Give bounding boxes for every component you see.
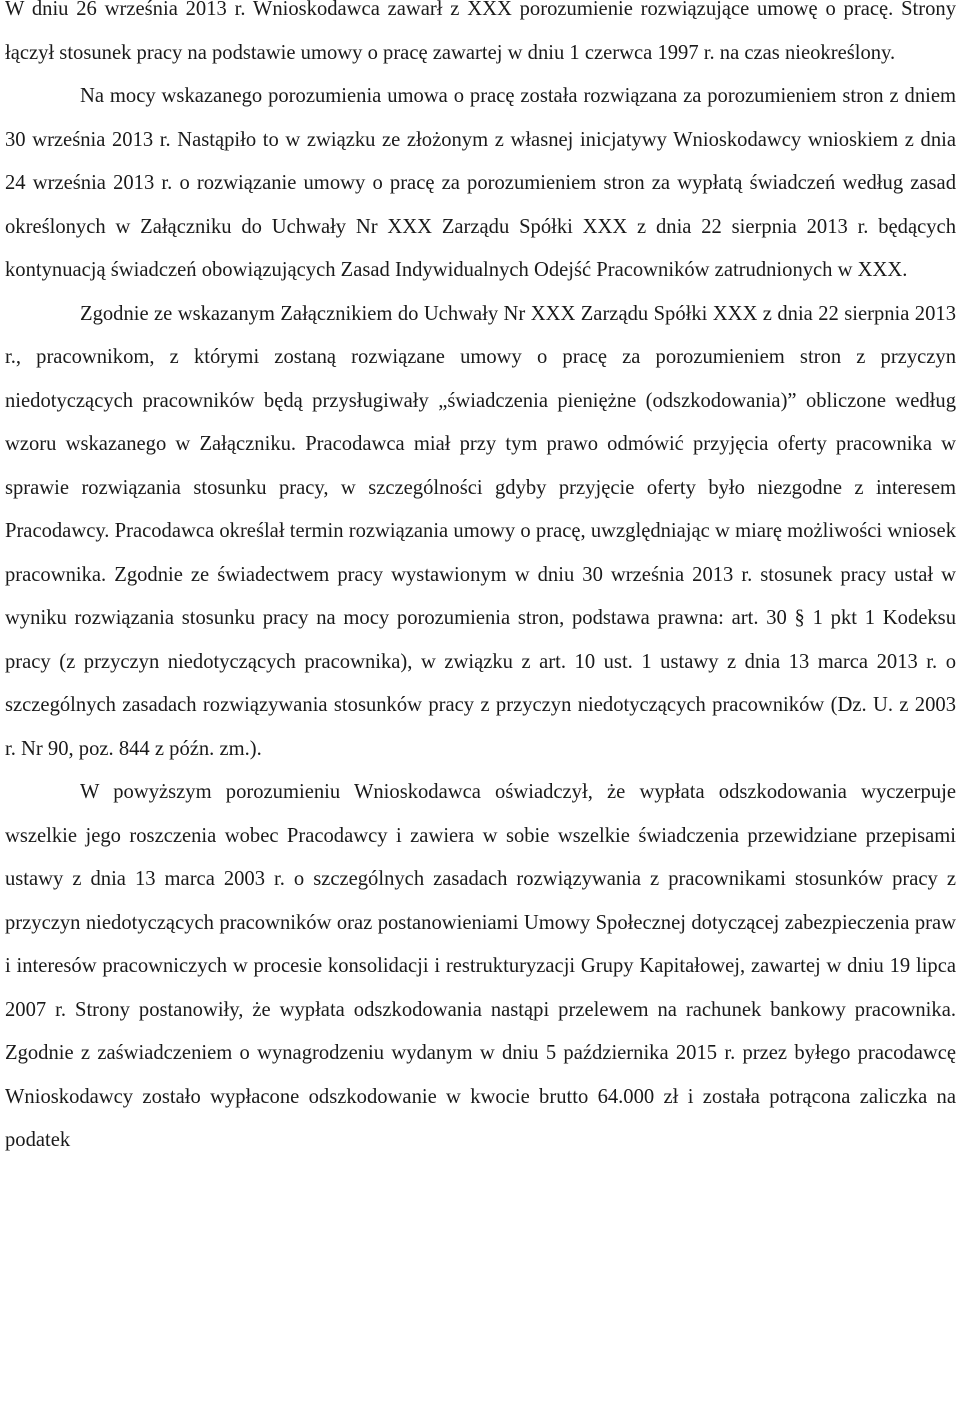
- document-page: [5, 0, 956, 1163]
- paragraph-4: W powyższym porozumieniu Wnioskodawca oświadczył, że wypłata odszkodowania wyczerpuje wszelkie jego roszczenia wobec Pracodawcy i zawiera w sobie wszelkie świadczenia przewidziane przepisami ustawy z dnia 13 marca 2003 r. o szczególnych zasadach rozwiązywania z pracownikami stosunków pracy z przyczyn niedotyczących pracowników oraz postanowieniami Umowy Społecznej dotyczącej zabezpieczenia praw i interesów pracowniczych w procesie konsolidacji i restrukturyzacji Grupy Kapitałowej, zawartej w dniu 19 lipca 2007 r. Strony postanowiły, że wypłata odszkodowania nastąpi przelewem na rachunek bankowy pracownika. Zgodnie z zaświadczeniem o wynagrodzeniu wydanym w dniu 5 października 2015 r. przez byłego pracodawcę Wnioskodawcy zostało wypłacone odszkodowanie w kwocie brutto 64.000 zł i została potrącona zaliczka na podatek: [5, 781, 956, 1151]
- paragraph-3: Zgodnie ze wskazanym Załącznikiem do Uchwały Nr XXX Zarządu Spółki XXX z dnia 22 sierpnia 2013 r., pracownikom, z którymi zostaną rozwiązane umowy o pracę za porozumieniem stron z przyczyn niedotyczących pracowników będą przysługiwały „świadczenia pieniężne (odszkodowania)” obliczone według wzoru wskazanego w Załączniku. Pracodawca miał przy tym prawo odmówić przyjęcia oferty pracownika w sprawie rozwiązania stosunku pracy, w szczególności gdyby przyjęcie oferty było niezgodne z interesem Pracodawcy. Pracodawca określał termin rozwiązania umowy o pracę, uwzględniając w miarę możliwości wniosek pracownika. Zgodnie ze świadectwem pracy wystawionym w dniu 30 września 2013 r. stosunek pracy ustał w wyniku rozwiązania stosunku pracy na mocy porozumienia stron, podstawa prawna: art. 30 § 1 pkt 1 Kodeksu pracy (z przyczyn niedotyczących pracownika), w związku z art. 10 ust. 1 ustawy z dnia 13 marca 2013 r. o szczególnych zasadach rozwiązywania stosunków pracy z przyczyn niedotyczących pracowników (Dz. U. z 2003 r. Nr 90, poz. 844 z późn. zm.).: [5, 302, 956, 760]
- paragraph-2: Na mocy wskazanego porozumienia umowa o pracę została rozwiązana za porozumieniem stron z dniem 30 września 2013 r. Nastąpiło to w związku ze złożonym z własnej inicjatywy Wnioskodawcy wnioskiem z dnia 24 września 2013 r. o rozwiązanie umowy o pracę za porozumieniem stron za wypłatą świadczeń według zasad określonych w Załączniku do Uchwały Nr XXX Zarządu Spółki XXX z dnia 22 sierpnia 2013 r. będących kontynuacją świadczeń obowiązujących Zasad Indywidualnych Odejść Pracowników zatrudnionych w XXX.: [5, 85, 956, 281]
- paragraph-1: W dniu 26 września 2013 r. Wnioskodawca zawarł z XXX porozumienie rozwiązujące umowę o pracę. Strony łączył stosunek pracy na podstawie umowy o pracę zawartej w dniu 1 czerwca 1997 r. na czas nieokreślony.: [5, 0, 956, 64]
